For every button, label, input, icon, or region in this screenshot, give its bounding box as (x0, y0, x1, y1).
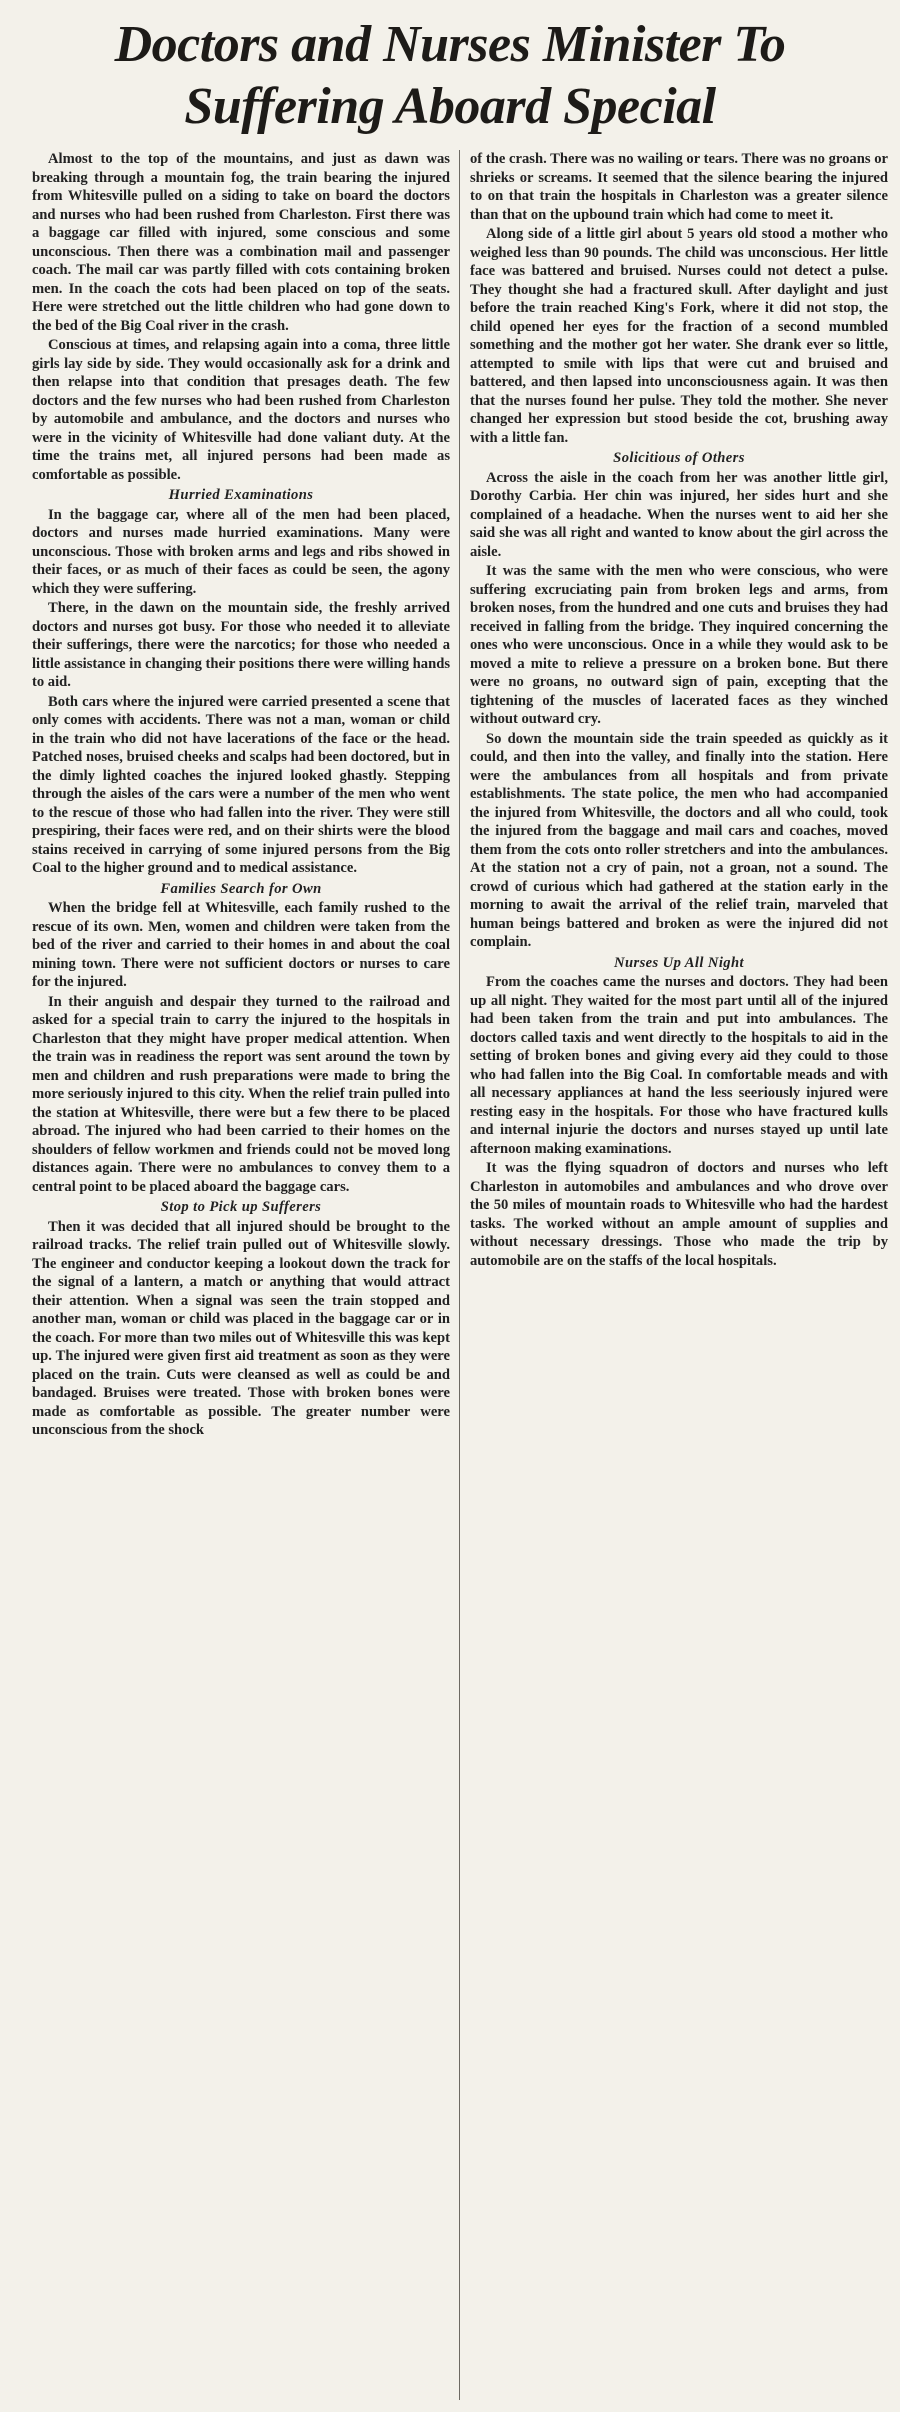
article-paragraph: Both cars where the injured were carried presented a scene that only comes with accidents. There was not a man, woman or child in the train who did not have lacerations of the face or the head. Patched noses, bruised cheeks and scalps had been doctored, but in the dimly lighted coaches the injured looked ghastly. Stepping through the aisles of the cars were a number of the men who went to the rescue of those who had fallen into the river. They were still prespiring, their faces were red, and on their shirts were the blood stains received in carrying of some injured persons from the Big Coal to the higher ground and to medical assistance. (32, 693, 450, 876)
article-paragraph: Along side of a little girl about 5 years old stood a mother who weighed less than 90 pounds. The child was unconscious. Her little face was battered and bruised. Nurses could not detect a pulse. They thought she had a fractured skull. After daylight and just before the train reached King's Fork, where it did not stop, the child opened her eyes for the fraction of a second mumbled something and the mother got her water. She drank ever so little, attempted to smile with lips that were cut and bruised and battered, and then lapsed into unconsciousness again. It was then that the nurses found her pulse. They told the mother. She never changed her expression but stood beside the cot, brushing away with a little fan. (470, 226, 888, 446)
section-subhead: Stop to Pick up Sufferers (160, 1199, 322, 1215)
column-divider (459, 150, 460, 2400)
article-paragraph: Conscious at times, and relapsing again into a coma, three little girls lay side by side. They would occasionally ask for a drink and then relapse into that condition that presages death. The few doctors and the few nurses who had been rushed from Charleston by automobile and ambulance, and the doctors and nurses who were in the vicinity of Whitesville had done valiant duty. At the time the trains met, all injured persons had been made as comfortable as possible. (32, 337, 450, 483)
article-paragraph: It was the same with the men who were conscious, who were suffering excruciating pain from broken legs and arms, from broken noses, from the hundred and one cuts and bruises they had received in falling from the bridge. They inquired concerning the ones who were unconscious. Once in a while they would ask to be moved a mite to relieve a pressure on a broken bone. But there were no groans, no outward sign of pain, excepting that the tightening of the muscles of lacerated faces as they winched without outward cry. (470, 563, 888, 727)
article-headline: Doctors and Nurses Minister To Suffering Aboard Special (114, 16, 786, 135)
article-paragraph: There, in the dawn on the mountain side, the freshly arrived doctors and nurses got busy. For those who needed it to alleviate their sufferings, there were the narcotics; for those who needed a little assistance in changing their positions there were willing hands to aid. (32, 600, 450, 690)
article-paragraph: So down the mountain side the train speeded as quickly as it could, and then into the valley, and finally into the station. Here were the ambulances from all hospitals and from private establishments. The state police, the men who had accompanied the injured from Whitesville, the doctors and all who could, took the injured from the baggage and mail cars and coaches, moved them from the cots onto roller stretchers and into the ambulances. At the station not a cry of pain, not a groan, not a sound. The crowd of curious which had gathered at the station early in the morning to await the arrival of the relief train, marveled that human beings battered and broken as were the injured did not complain. (470, 730, 888, 950)
article-paragraph: It was the flying squadron of doctors and nurses who left Charleston in automobiles and ambulances and who drove over the 50 miles of mountain roads to Whitesville who had the hardest tasks. The worked without an ample amount of supplies and without necessary dressings. Those who made the trip by automobile are on the staffs of the local hospitals. (470, 1160, 888, 1269)
section-subhead: Families Search for Own (160, 880, 322, 897)
article-paragraph: Across the aisle in the coach from her was another little girl, Dorothy Carbia. Her chin was injured, her sides hurt and she complained of a headache. When the nurses went to aid her she said she was all right and wanted to know about the girl across the aisle. (470, 469, 888, 560)
article-paragraph: From the coaches came the nurses and doctors. They had been up all night. They waited for the most part until all of the injured had been taken from the train and put into ambulances. The doctors called taxis and went directly to the hospitals to aid in the setting of broken bones and giving every aid they could to those who had fallen into the Big Coal. In comfortable meads and with all necessary appliances at hand the less seeriously injured were resting easy in the hospitals. For those who have fractured kulls and internal injurie the doctors and nurses stayed up until late afternoon making examinations. (470, 974, 888, 1157)
article-paragraph: Almost to the top of the mountains, and just as dawn was breaking through a mountain fog, the train bearing the injured from Whitesville pulled on a siding to take on board the doctors and nurses who had been rushed from Charleston. First there was a baggage car filled with injured, some conscious and some unconscious. Then there was a combination mail and passenger coach. The mail car was partly filled with cots containing broken men. In the coach the cots had been placed on top of the seats. Here were stretched out the little children who had gone down to the bed of the Big Coal river in the crash. (32, 151, 450, 334)
section-subhead: Hurried Examinations (168, 487, 314, 503)
article-paragraph: In the baggage car, where all of the men had been placed, doctors and nurses made hurried examinations. Many were unconscious. Those with broken arms and legs and ribs showed in their faces, or as much of their faces as could be seen, the agony which they were suffering. (32, 506, 450, 597)
article-paragraph: When the bridge fell at Whitesville, each family rushed to the rescue of its own. Men, women and children were taken from the bed of the river and carried to their homes in and about the coal mining town. There were not sufficient doctors or nurses to care for the injured. (32, 900, 450, 990)
article-paragraph: In their anguish and despair they turned to the railroad and asked for a special train to carry the injured to the hospitals in Charleston that they might have proper medical attention. When the train was in readiness the report was sent around the town by men and children and rush preparations were made to bring the more seriously injured to this city. When the relief train pulled into the station at Whitesville, there were but a few there to be placed abroad. The injured who had been carried to their homes on the shoulders of fellow workmen and friends could not be moved long distances again. There were no ambulances to convey them to a central point to be placed aboard the baggage cars. (32, 993, 450, 1195)
section-subhead: Solicitious of Others (613, 450, 745, 466)
article-paragraph: Then it was decided that all injured should be brought to the railroad tracks. The relief train pulled out of Whitesville slowly. The engineer and conductor keeping a lookout down the track for the signal of a lantern, a match or anything that would attract their attention. When a signal was seen the train stopped and another man, woman or child was placed in the baggage car or in the coach. For more than two miles out of Whitesville this was kept up. The injured were given first aid treatment as soon as they were placed on the train. Cuts were cleansed as well as could be and bandaged. Bruises were treated. Those with broken bones were made as comfortable as possible. The greater number were unconscious from the shock (32, 1218, 450, 1438)
left-column (32, 150, 450, 2405)
right-column (470, 150, 888, 2405)
section-subhead: Nurses Up All Night (614, 954, 744, 971)
article-paragraph: of the crash. There was no wailing or tears. There was no groans or shrieks or screams. It seemed that the silence bearing the injured to on that train the hospitals in Charleston was a greater silence than that on the upbound train which had come to meet it. (470, 151, 888, 223)
